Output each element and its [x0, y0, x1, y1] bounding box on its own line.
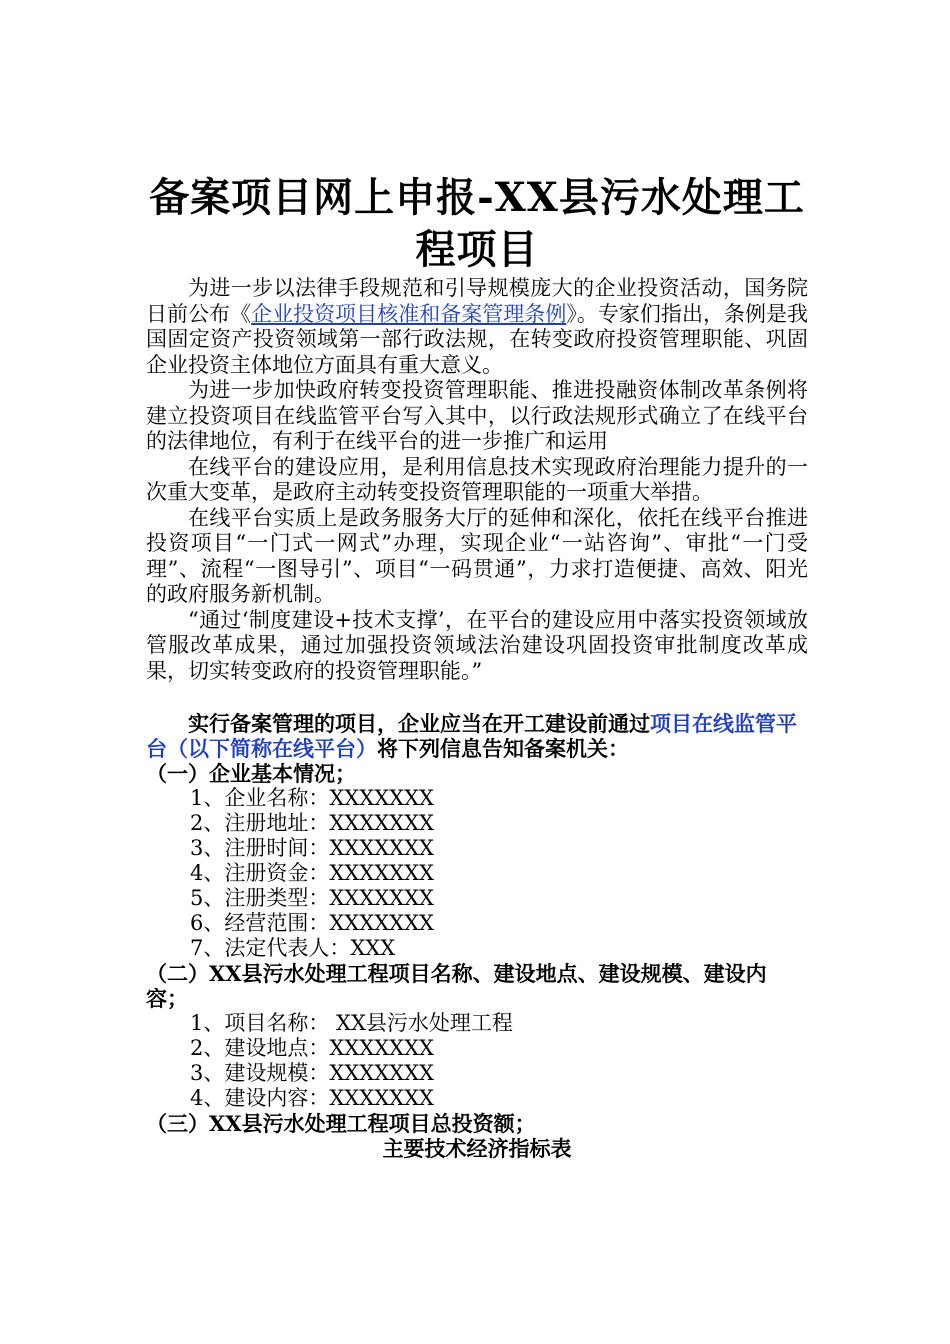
- paragraph-1-text-before: 为进一步以法律手段规范和引导规模庞大的企业投资活动，国务院日前公布《: [146, 276, 808, 326]
- blank-line: [146, 684, 808, 711]
- list-item: 7、法定代表人：XXX: [190, 936, 396, 960]
- paragraph-1: [146, 276, 808, 378]
- regulation-link[interactable]: 企业投资项目核准和备案管理条例: [251, 301, 567, 326]
- list-item: 1、企业名称：XXXXXXX: [190, 786, 435, 810]
- section-3-heading: （三）XX县污水处理工程项目总投资额；: [146, 1111, 536, 1136]
- table-title: 主要技术经济指标表: [382, 1136, 572, 1161]
- intro-text-after: 将下列信息告知备案机关：: [377, 736, 629, 761]
- intro-text-before: 实行备案管理的项目，企业应当在开工建设前通过: [188, 711, 650, 736]
- list-item: 2、建设地点：XXXXXXX: [190, 1036, 435, 1060]
- paragraph-4: 在线平台实质上是政务服务大厅的延伸和深化，依托在线平台推进投资项目“一门式一网式”办理，实现企业“一站咨询”、审批“一门受理”、流程“一图导引”、项目“一码贯通”，力求打造便捷、高效、阳光的政府服务新机制。: [146, 505, 808, 606]
- section-2-heading: （二）XX县污水处理工程项目名称、建设地点、建设规模、建设内容；: [146, 961, 767, 1011]
- list-item: 3、建设规模：XXXXXXX: [190, 1061, 435, 1085]
- online-platform-highlight: 项目在线监管平台（以下简称在线平台）: [146, 711, 797, 761]
- intro-paragraph: [146, 711, 808, 761]
- list-item: 4、建设内容：XXXXXXX: [190, 1086, 435, 1110]
- list-item: 2、注册地址：XXXXXXX: [190, 811, 435, 835]
- section-1-heading: （一）企业基本情况；: [146, 761, 356, 786]
- list-item: 6、经营范围：XXXXXXX: [190, 911, 435, 935]
- list-item: 4、注册资金：XXXXXXX: [190, 861, 435, 885]
- list-item: 3、注册时间：XXXXXXX: [190, 836, 435, 860]
- paragraph-2: 为进一步加快政府转变投资管理职能、推进投融资体制改革条例将建立投资项目在线监管平台写入其中，以行政法规形式确立了在线平台的法律地位，有利于在线平台的进一步推广和运用: [146, 378, 808, 453]
- list-item: 5、注册类型：XXXXXXX: [190, 886, 435, 910]
- paragraph-3: 在线平台的建设应用，是利用信息技术实现政府治理能力提升的一次重大变革，是政府主动转变投资管理职能的一项重大举措。: [146, 454, 808, 504]
- document-page: [146, 172, 808, 1161]
- list-item: 1、项目名称： XX县污水处理工程: [190, 1011, 513, 1035]
- document-title: 备案项目网上申报-XX县污水处理工程项目: [149, 174, 805, 273]
- paragraph-5: “通过‘制度建设+技术支撑’，在平台的建设应用中落实投资领域放管服改革成果，通过加强投资领域法治建设巩固投资审批制度改革成果，切实转变政府的投资管理职能。”: [146, 607, 808, 683]
- paragraph-1-text-after: 》。专家们指出，条例是我国固定资产投资领域第一部行政法规，在转变政府投资管理职能、巩固企业投资主体地位方面具有重大意义。: [146, 301, 809, 377]
